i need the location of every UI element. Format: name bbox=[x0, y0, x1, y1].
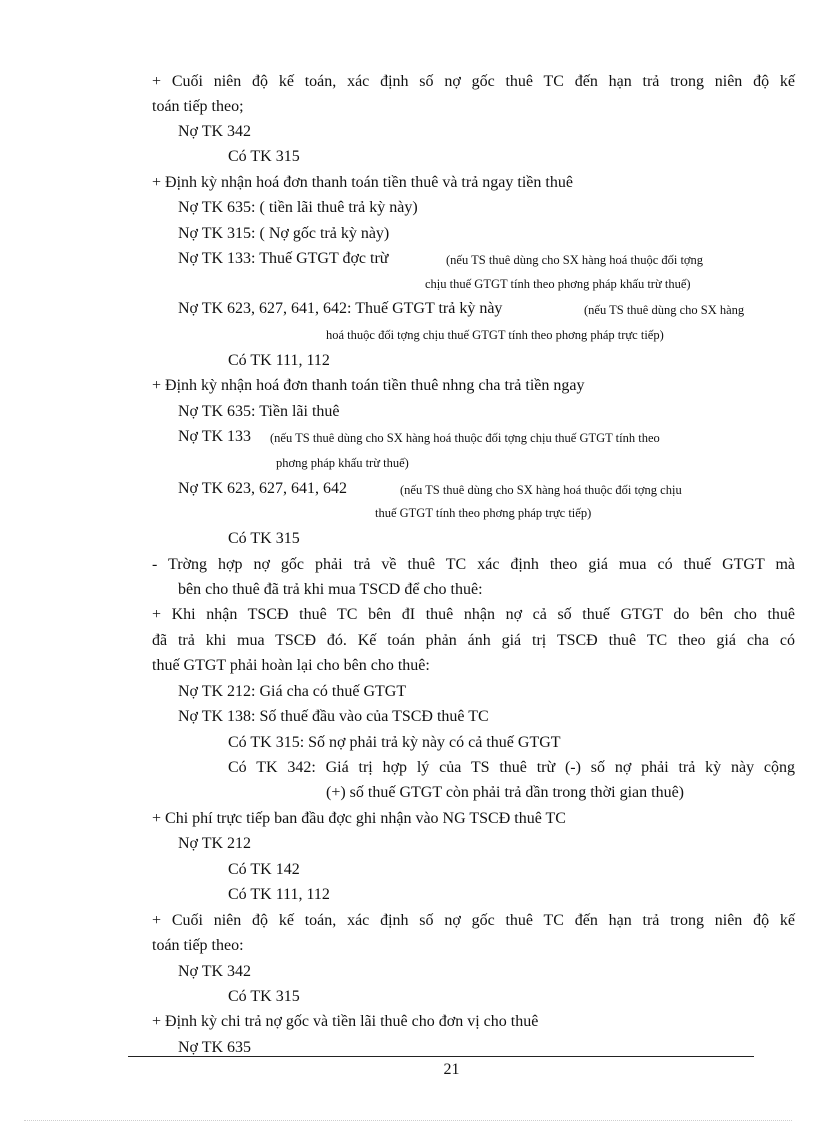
text-line: Nợ TK 635: ( tiền lãi thuê trả kỳ này) bbox=[178, 199, 418, 216]
text-note: thuế GTGT tính theo phơng pháp trực tiếp) bbox=[375, 506, 592, 520]
page-number: 21 bbox=[443, 1061, 460, 1078]
footer-rule bbox=[128, 1056, 754, 1057]
text-line: Có TK 315 bbox=[228, 988, 300, 1005]
text-note: (nếu TS thuê dùng cho SX hàng hoá thuộc đối tợng bbox=[446, 253, 704, 267]
text-line: toán tiếp theo; bbox=[152, 98, 244, 115]
text-line: Có TK 111, 112 bbox=[228, 886, 330, 903]
text-line: + Định kỳ chi trả nợ gốc và tiền lãi thuê cho đơn vị cho thuê bbox=[152, 1013, 539, 1030]
text-line: Có TK 142 bbox=[228, 861, 300, 878]
text-line: + Định kỳ nhận hoá đơn thanh toán tiền thuê nhng cha trả tiền ngay bbox=[152, 377, 585, 394]
text-line: Có TK 315 bbox=[228, 148, 300, 165]
text-note: phơng pháp khấu trừ thuế) bbox=[276, 456, 409, 470]
text-line: + Định kỳ nhận hoá đơn thanh toán tiền thuê và trả ngay tiền thuê bbox=[152, 174, 573, 191]
text-line: Nợ TK 342 bbox=[178, 123, 252, 140]
text-line: Nợ TK 138: Số thuế đầu vào của TSCĐ thuê TC bbox=[178, 708, 489, 725]
text-line: Nợ TK 315: ( Nợ gốc trả kỳ này) bbox=[178, 225, 390, 242]
text-line: toán tiếp theo: bbox=[152, 937, 244, 954]
page-bottom-border bbox=[24, 1120, 792, 1121]
text-note: (nếu TS thuê dùng cho SX hàng hoá thuộc đối tợng chịu thuế GTGT tính theo bbox=[270, 431, 660, 445]
text-line: (+) số thuế GTGT còn phải trả dần trong thời gian thuê) bbox=[326, 784, 684, 801]
text-line: Nợ TK 212: Giá cha có thuế GTGT bbox=[178, 683, 407, 700]
text-note: chịu thuế GTGT tính theo phơng pháp khấu trừ thuế) bbox=[425, 277, 691, 291]
text-line: Có TK 111, 112 bbox=[228, 352, 330, 369]
text-line: Nợ TK 623, 627, 641, 642: Thuế GTGT trả kỳ này bbox=[178, 300, 503, 317]
text-line: Có TK 342: Giá trị hợp lý của TS thuê trừ (-) số nợ phải trả kỳ này cộng bbox=[228, 759, 795, 776]
text-line: + Cuối niên độ kế toán, xác định số nợ gốc thuê TC đến hạn trả trong niên độ kế bbox=[152, 73, 795, 90]
text-line: Nợ TK 635 bbox=[178, 1039, 252, 1056]
text-note: (nếu TS thuê dùng cho SX hàng hoá thuộc đối tợng chịu bbox=[400, 483, 682, 497]
text-line: Nợ TK 342 bbox=[178, 963, 252, 980]
text-line: + Cuối niên độ kế toán, xác định số nợ gốc thuê TC đến hạn trả trong niên độ kế bbox=[152, 912, 795, 929]
text-line: Nợ TK 635: Tiền lãi thuê bbox=[178, 403, 340, 420]
text-line: Nợ TK 133 bbox=[178, 428, 252, 445]
text-line: Có TK 315 bbox=[228, 530, 300, 547]
text-line: + Chi phí trực tiếp ban đầu đợc ghi nhận vào NG TSCĐ thuê TC bbox=[152, 810, 566, 827]
text-note: (nếu TS thuê dùng cho SX hàng bbox=[584, 303, 745, 317]
text-line: bên cho thuê đã trả khi mua TSCD để cho thuê: bbox=[178, 581, 483, 598]
text-line: thuế GTGT phải hoàn lại cho bên cho thuê: bbox=[152, 657, 430, 674]
text-note: hoá thuộc đối tợng chịu thuế GTGT tính theo phơng pháp trực tiếp) bbox=[326, 328, 664, 342]
text-line: Nợ TK 133: Thuế GTGT đợc trừ bbox=[178, 250, 389, 267]
text-line: đã trả khi mua TSCĐ đó. Kế toán phản ánh giá trị TSCĐ thuê TC theo giá cha có bbox=[152, 632, 795, 649]
text-line: - Trờng hợp nợ gốc phải trả về thuê TC xác định theo giá mua có thuế GTGT mà bbox=[152, 556, 795, 573]
text-line: Có TK 315: Số nợ phải trả kỳ này có cả thuế GTGT bbox=[228, 734, 561, 751]
text-line: + Khi nhận TSCĐ thuê TC bên đI thuê nhận nợ cả số thuế GTGT do bên cho thuê bbox=[152, 606, 795, 623]
text-line: Nợ TK 623, 627, 641, 642 bbox=[178, 480, 348, 497]
text-line: Nợ TK 212 bbox=[178, 835, 252, 852]
